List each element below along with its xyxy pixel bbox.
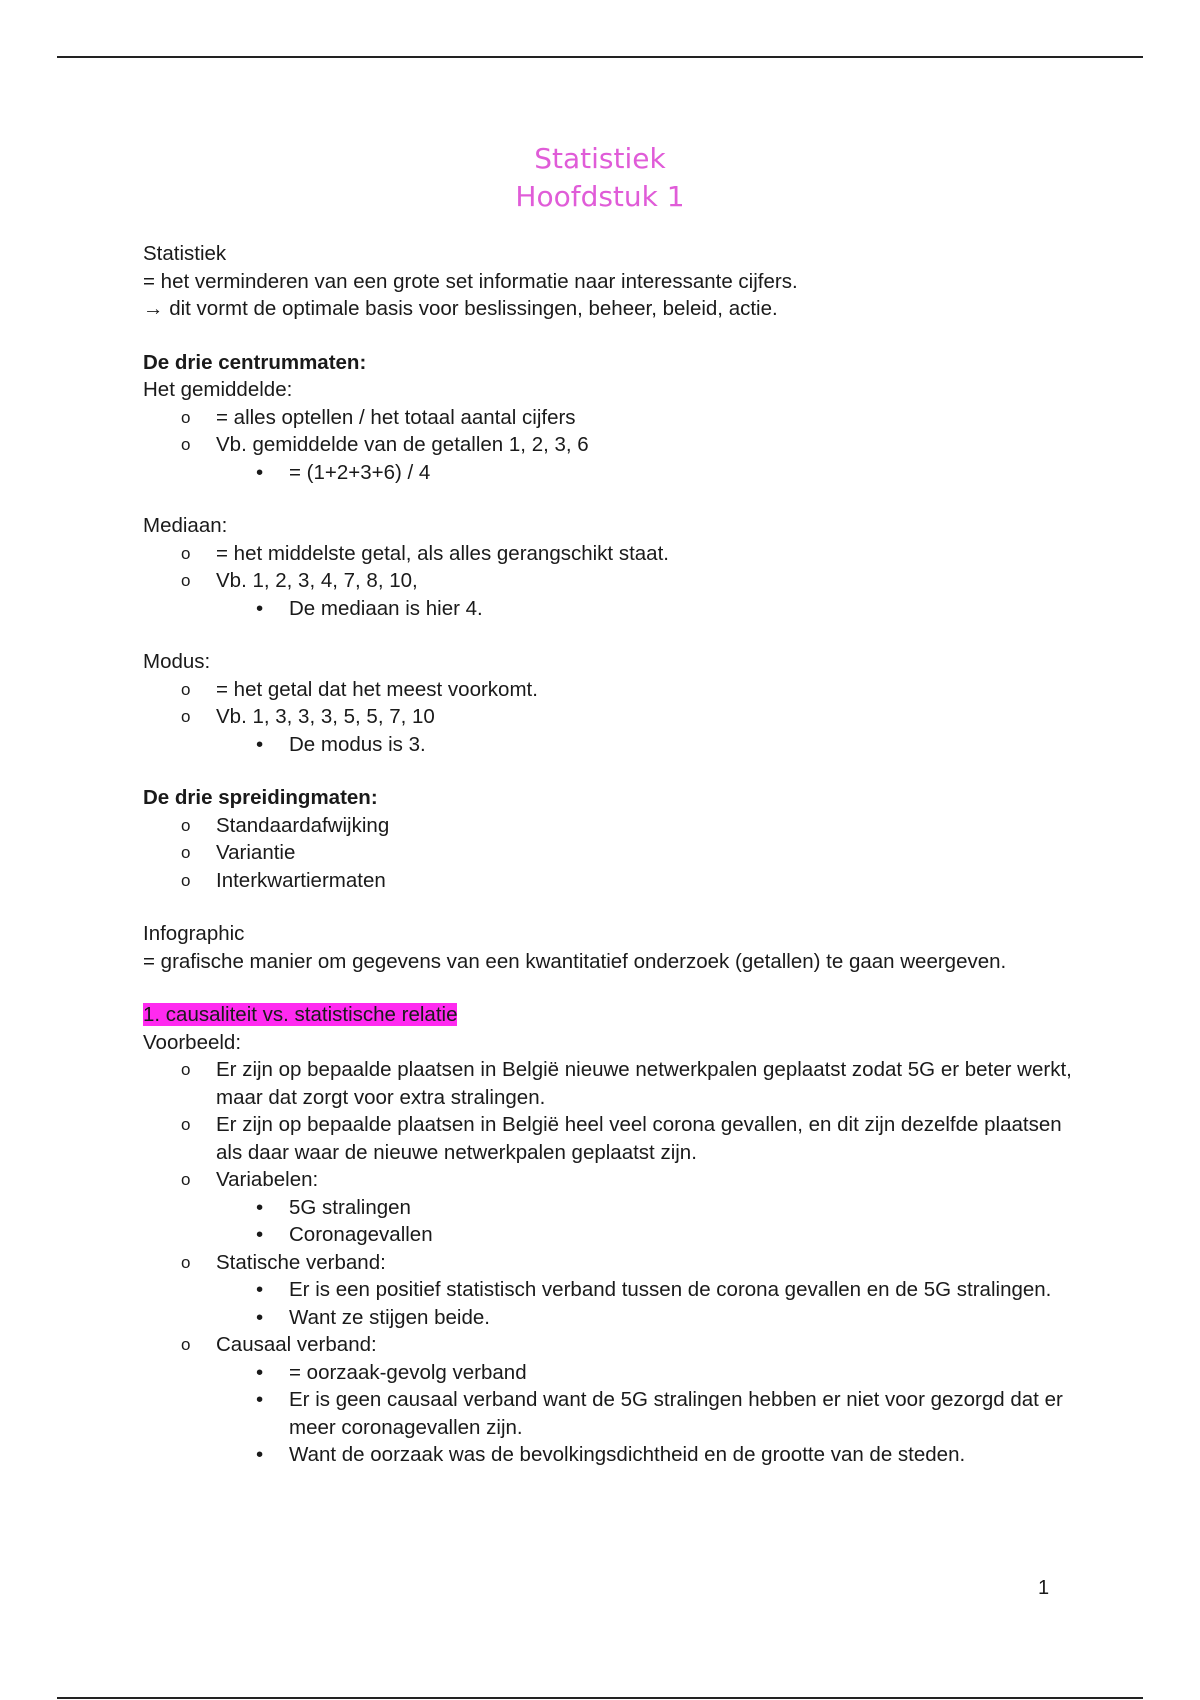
list-item: o Variantie — [143, 839, 1083, 867]
infographic-definition: = grafische manier om gegevens van een kwantitatief onderzoek (getallen) te gaan weergeven. — [143, 949, 1007, 973]
list-item — [143, 567, 1083, 622]
modus-list — [143, 676, 1083, 759]
list-item: o Er zijn op bepaalde plaatsen in België nieuwe netwerkpalen geplaatst zodat 5G er beter werkt, maar dat zorgt voor extra stralingen. — [143, 1056, 1083, 1111]
mediaan-list — [143, 540, 1083, 623]
sub-list-item: • Er is geen causaal verband want de 5G stralingen hebben er niet voor gezorgd dat er meer coronagevallen zijn. — [216, 1386, 1083, 1441]
modus-label: Modus: — [143, 650, 211, 673]
sub-list — [216, 1194, 1083, 1249]
list-item — [143, 703, 1083, 758]
sub-list — [216, 1359, 1083, 1469]
mediaan-label: Mediaan: — [143, 514, 228, 537]
sub-list-item: • = oorzaak-gevolg verband — [216, 1359, 1083, 1387]
list-item-text: Causaal verband: — [216, 1333, 377, 1356]
section1-heading-line — [143, 1001, 1083, 1029]
list-item-text: Vb. gemiddelde van de getallen 1, 2, 3, 6 — [216, 433, 589, 456]
intro-arrow-note: → dit vormt de optimale basis voor beslissingen, beheer, beleid, actie. — [143, 297, 778, 320]
list-item — [143, 1331, 1083, 1469]
list-item: o = het getal dat het meest voorkomt. — [143, 676, 1083, 704]
sub-list — [216, 731, 1083, 759]
sub-list-item: • Want ze stijgen beide. — [216, 1304, 1083, 1332]
spreiding-heading: De drie spreidingmaten: — [143, 786, 378, 809]
list-item — [143, 431, 1083, 486]
list-item: o = het middelste getal, als alles gerangschikt staat. — [143, 540, 1083, 568]
sub-list-item: • Er is een positief statistisch verband tussen de corona gevallen en de 5G stralingen. — [216, 1276, 1083, 1304]
centrum-heading: De drie centrummaten: — [143, 350, 367, 374]
section1-heading-highlight: 1. causaliteit vs. statistische relatie — [143, 1003, 458, 1026]
sub-list-item: • De mediaan is hier 4. — [216, 595, 1083, 623]
sub-list-item: • Coronagevallen — [216, 1221, 1083, 1249]
sub-list-item: • = (1+2+3+6) / 4 — [216, 459, 1083, 487]
list-item — [143, 1166, 1083, 1249]
list-item-text: Vb. 1, 2, 3, 4, 7, 8, 10, — [216, 569, 418, 592]
title-line: Statistiek — [534, 142, 666, 175]
list-item-text: Variabelen: — [216, 1168, 319, 1191]
voorbeeld-label: Voorbeeld: — [143, 1030, 242, 1054]
sub-list-item: • Want de oorzaak was de bevolkingsdichtheid en de grootte van de steden. — [216, 1441, 1083, 1469]
sub-list — [216, 595, 1083, 623]
list-item — [143, 1249, 1083, 1332]
list-item: o Interkwartiermaten — [143, 867, 1083, 895]
list-item: o = alles optellen / het totaal aantal cijfers — [143, 404, 1083, 432]
document-title — [0, 140, 1200, 216]
list-item-text: Vb. 1, 3, 3, 3, 5, 5, 7, 10 — [216, 705, 435, 728]
infographic-term: Infographic — [143, 922, 245, 945]
spreiding-list — [143, 812, 1083, 895]
sub-list — [216, 459, 1083, 487]
footer-rule — [57, 1697, 1143, 1699]
intro-definition: = het verminderen van een grote set informatie naar interessante cijfers. — [143, 269, 798, 293]
document-body — [143, 240, 1083, 1469]
gemiddelde-list — [143, 404, 1083, 487]
gemiddelde-label: Het gemiddelde: — [143, 378, 293, 401]
list-item-text: Statische verband: — [216, 1250, 386, 1274]
list-item: o Standaardafwijking — [143, 812, 1083, 840]
voorbeeld-list — [143, 1056, 1083, 1469]
sub-list-item: • De modus is 3. — [216, 731, 1083, 759]
subtitle-line: Hoofdstuk 1 — [515, 180, 685, 213]
sub-list — [216, 1276, 1083, 1331]
sub-list-item: • 5G stralingen — [216, 1194, 1083, 1222]
intro-term: Statistiek — [143, 242, 227, 265]
page-number: 1 — [1038, 1577, 1050, 1599]
list-item: o Er zijn op bepaalde plaatsen in België heel veel corona gevallen, en dit zijn dezelfde plaatsen als daar waar de nieuwe netwerkpalen geplaatst zijn. — [143, 1111, 1083, 1166]
header-rule — [57, 56, 1143, 58]
